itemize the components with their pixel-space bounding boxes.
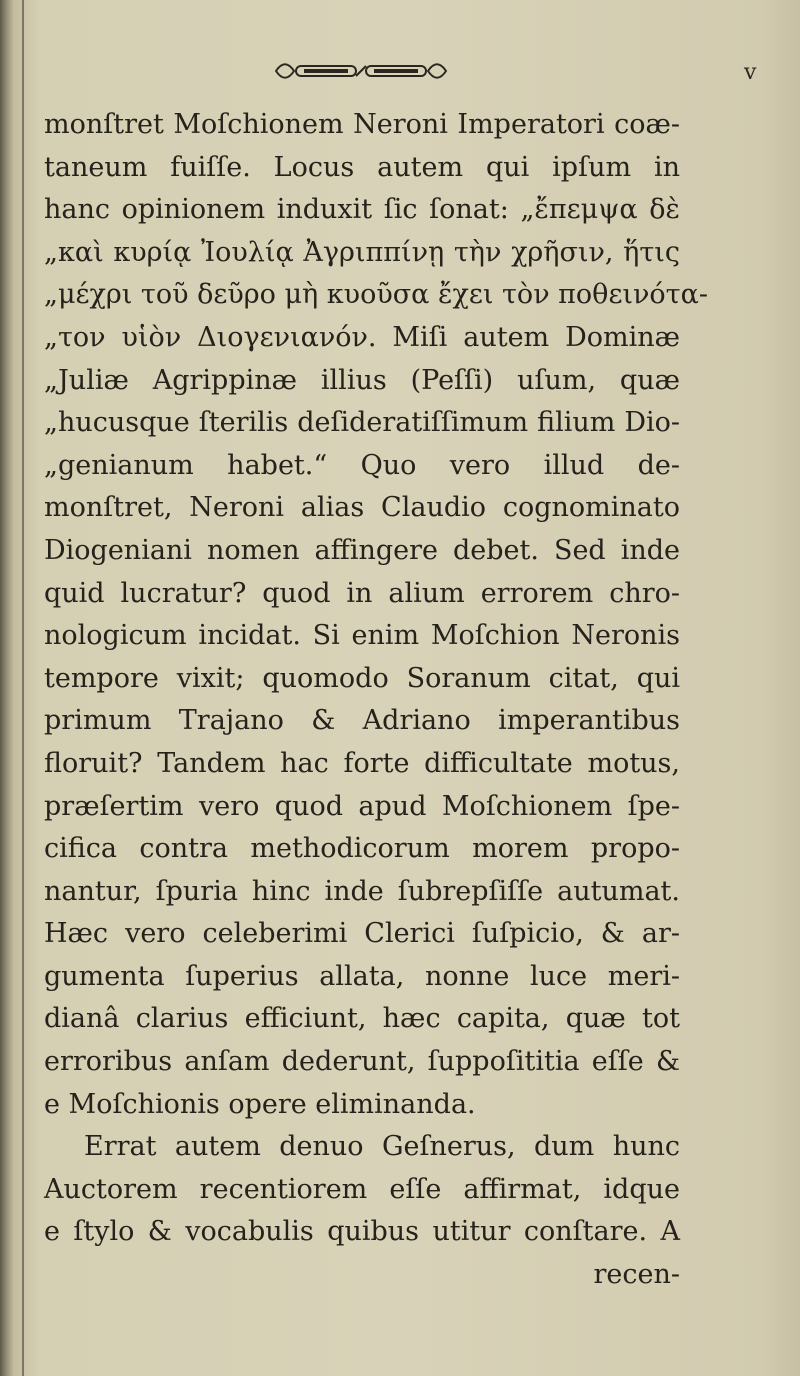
text-line: gumenta ſuperius allata, nonne luce meri- — [44, 960, 680, 992]
text-line: taneum fuiſſe. Locus autem qui ipſum in — [44, 151, 680, 183]
text-line: primum Trajano & Adriano imperantibus — [44, 705, 680, 737]
text-line: monſtret, Neroni alias Claudio cognominato — [44, 492, 680, 524]
catchword: recen- — [593, 1259, 680, 1291]
text-line: Auctorem recentiorem eſſe affirmat, idque — [44, 1173, 680, 1205]
text-line: monſtret Moſchionem Neroni Imperatori coæ- — [44, 109, 680, 140]
text-line: nologicum incidat. Si enim Moſchion Neronis — [44, 620, 680, 652]
rule-ornament — [272, 58, 450, 84]
text-line: „genianum habet.“ Quo vero illud de- — [44, 449, 680, 481]
text-line: hanc opinionem induxit ſic ſonat: „ἔπεμψα δὲ — [44, 194, 680, 226]
body-text — [44, 104, 708, 1297]
text-line: e ſtylo & vocabulis quibus utitur conſtare. A — [44, 1216, 680, 1248]
text-line: nantur, ſpuria hinc inde ſubrepſiſſe autumat. — [44, 875, 680, 907]
text-line: Hæc vero celeberimi Clerici ſuſpicio, & ar- — [44, 918, 680, 950]
text-line: floruit? Tandem hac forte difficultate motus, — [44, 747, 680, 779]
text-line: „hucusque ſterilis deſideratiſſimum filium Dio- — [44, 407, 680, 439]
text-line: quid lucratur? quod in alium errorem chro- — [44, 577, 680, 609]
text-line: Diogeniani nomen affingere debet. Sed inde — [44, 534, 680, 566]
text-line: „Juliæ Agrippinæ illius (Peſſi) uſum, quæ — [44, 364, 680, 396]
text-line: e Moſchionis opere eliminanda. — [44, 1088, 476, 1120]
text-line: dianâ clarius efficiunt, hæc capita, quæ tot — [44, 1003, 680, 1035]
text-line: „μέχρι τοῦ δεῦρο μὴ κυοῦσα ἔχει τὸν ποθεινότα- — [44, 279, 708, 311]
text-line: erroribus anſam dederunt, ſuppoſititia eſſe & — [44, 1046, 680, 1078]
text-line: „καὶ κυρίᾳ Ἰουλίᾳ Ἀγριππίνῃ τὴν χρῆσιν, ἥτις — [44, 236, 680, 268]
text-line: tempore vixit; quomodo Soranum citat, qui — [44, 662, 680, 694]
text-line: præſertim vero quod apud Moſchionem ſpe- — [44, 790, 680, 822]
text-line: „τον υἱὸν Διογενιανόν. Miſi autem Dominæ — [44, 321, 680, 353]
binding-edge — [22, 0, 24, 1376]
page-signature: v — [744, 60, 758, 85]
paragraph-start-line: Errat autem denuo Geſnerus, dum hunc — [84, 1131, 680, 1163]
text-line: cifica contra methodicorum morem propo- — [44, 833, 680, 865]
